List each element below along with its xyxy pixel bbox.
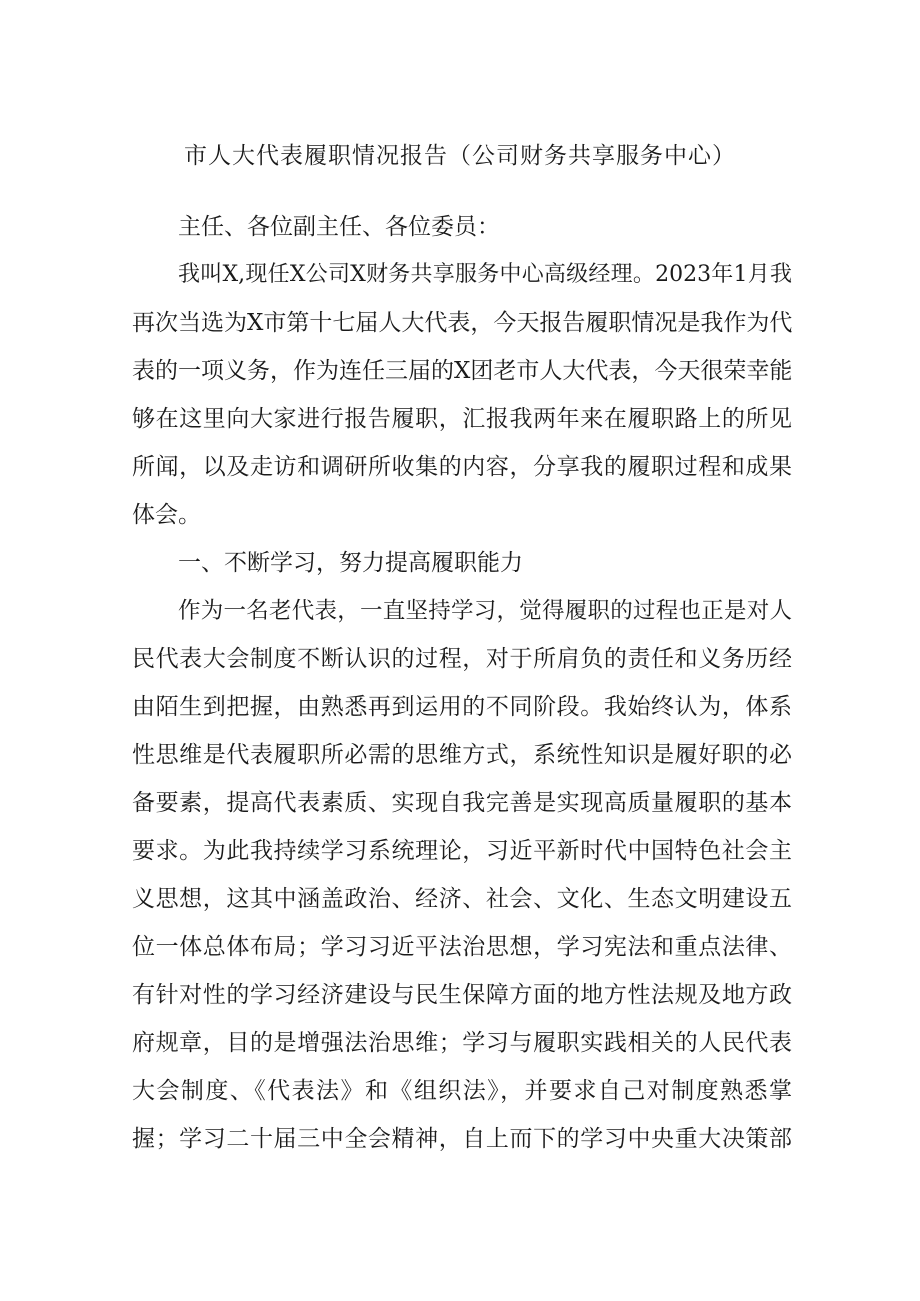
paragraph-line: 作为一名老代表，一直坚持学习，觉得履职的过程也正是对人: [178, 598, 792, 624]
paragraph-line: 再次当选为X市第十七届人大代表，今天报告履职情况是我作为代: [132, 310, 793, 336]
paragraph-line: 由陌生到把握，由熟悉再到运用的不同阶段。我始终认为，体系: [132, 694, 792, 720]
report-title: 市人大代表履职情况报告（公司财务共享服务中心）: [184, 143, 736, 169]
paragraph-line: 有针对性的学习经济建设与民生保障方面的地方性法规及地方政: [132, 982, 792, 1008]
paragraph-line: 性思维是代表履职所必需的思维方式，系统性知识是履好职的必: [132, 742, 792, 768]
section-heading: 一、不断学习，努力提高履职能力: [178, 550, 523, 576]
paragraph-line: 体会。: [132, 502, 201, 528]
paragraph-line: 握；学习二十届三中全会精神，自上而下的学习中央重大决策部: [132, 1126, 792, 1152]
paragraph-line: 位一体总体布局；学习习近平法治思想，学习宪法和重点法律、: [132, 934, 792, 960]
paragraph-line: 够在这里向大家进行报告履职，汇报我两年来在履职路上的所见: [132, 406, 792, 432]
paragraph-line: 表的一项义务，作为连任三届的X团老市人大代表，今天很荣幸能: [132, 358, 793, 384]
paragraph-line: 府规章，目的是增强法治思维；学习与履职实践相关的人民代表: [132, 1030, 792, 1056]
paragraph-line: 备要素，提高代表素质、实现自我完善是实现高质量履职的基本: [132, 790, 792, 816]
paragraph-line: 义思想，这其中涵盖政治、经济、社会、文化、生态文明建设五: [132, 886, 792, 912]
paragraph-line: 所闻，以及走访和调研所收集的内容，分享我的履职过程和成果: [132, 454, 792, 480]
paragraph-line: 民代表大会制度不断认识的过程，对于所肩负的责任和义务历经: [132, 646, 792, 672]
paragraph-line: 我叫X,现任X公司X财务共享服务中心高级经理。2023年1月我: [178, 262, 792, 287]
paragraph-line: 大会制度、《代表法》和《组织法》，并要求自己对制度熟悉掌: [132, 1078, 792, 1104]
greeting: 主任、各位副主任、各位委员：: [178, 214, 500, 240]
paragraph-line: 要求。为此我持续学习系统理论，习近平新时代中国特色社会主: [132, 838, 792, 864]
